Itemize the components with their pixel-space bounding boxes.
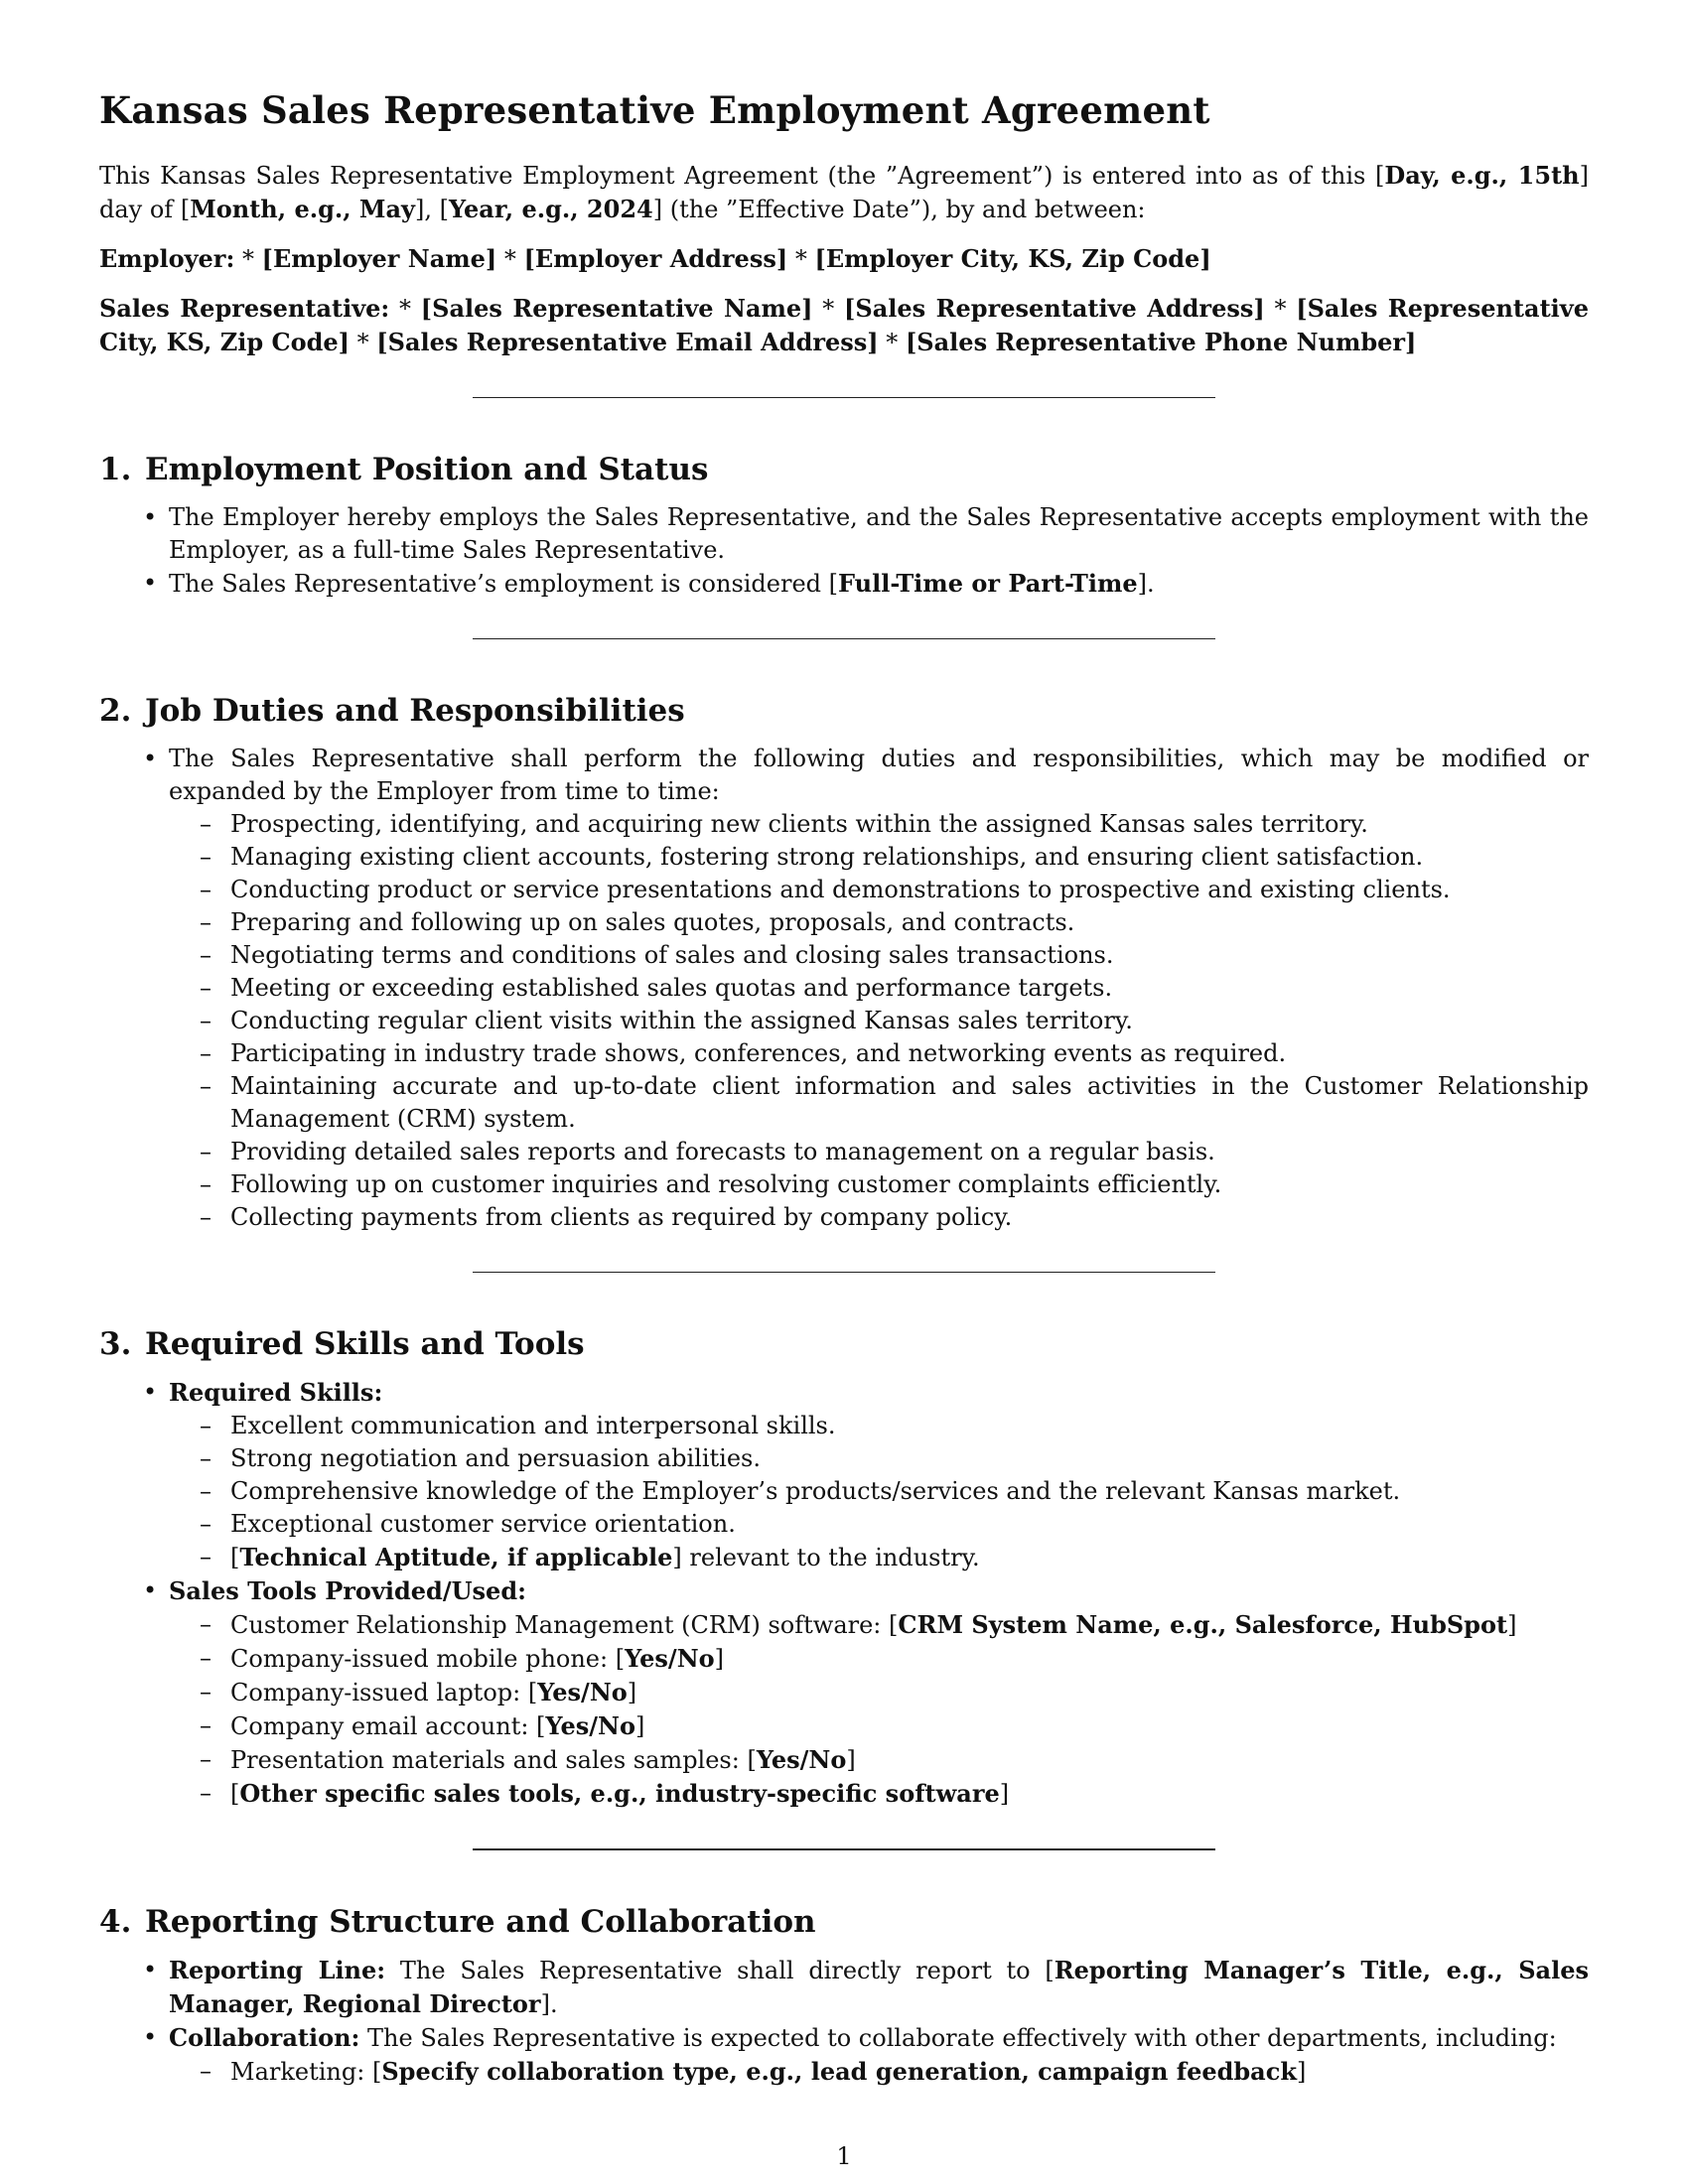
list-item: • The Sales Representative’s employment is considered [Full-Time or Part-Time].: [169, 567, 1589, 601]
rep-email: Sales Representative Email Address: [387, 328, 868, 356]
tools-label: Sales Tools Provided/Used:: [169, 1576, 526, 1605]
skill-item: – Exceptional customer service orientation.: [230, 1508, 1589, 1541]
tools-list: [169, 1608, 1589, 1811]
tool-item: – Presentation materials and sales samples: [Yes/No]: [230, 1743, 1589, 1777]
document-title: Kansas Sales Representative Employment Agreement: [99, 88, 1210, 132]
section-2-heading: 2. Job Duties and Responsibilities: [99, 693, 685, 729]
skill-item: – Comprehensive knowledge of the Employer’s products/services and the relevant Kansas market.: [230, 1475, 1589, 1508]
skill-item: – [Technical Aptitude, if applicable] relevant to the industry.: [230, 1541, 1589, 1574]
duty-item: – Conducting regular client visits within the assigned Kansas sales territory.: [230, 1005, 1589, 1037]
duty-item: – Negotiating terms and conditions of sales and closing sales transactions.: [230, 939, 1589, 972]
status-placeholder: Full-Time or Part-Time: [838, 569, 1138, 598]
page-number: 1: [836, 2142, 852, 2170]
section-divider: [473, 1848, 1215, 1850]
skill-item: – Excellent communication and interpersonal skills.: [230, 1410, 1589, 1442]
month-placeholder: Month, e.g., May: [190, 195, 415, 223]
list-item: • Collaboration: The Sales Representative is expected to collaborate effectively with other departments, including: – Marketing: [Specify collaboration type, e.g., lead generation, campaign feedback]: [169, 2021, 1589, 2089]
rep-block: Sales Representative: * [Sales Representative Name] * [Sales Representative Address] * [Sales Representative City, KS, Zip Code] * [Sales Representative Email Address] * [Sales Representative Phone Number]: [99, 294, 1589, 356]
tech-placeholder: Technical Aptitude, if applicable: [239, 1543, 673, 1571]
day-placeholder: Day, e.g., 15th: [1384, 161, 1580, 190]
duty-item: – Maintaining accurate and up-to-date client information and sales activities in the Customer Relationship Management (CRM) system.: [230, 1070, 1589, 1136]
duty-item: – Conducting product or service presentations and demonstrations to prospective and existing clients.: [230, 874, 1589, 906]
section-1-list: [99, 501, 1589, 601]
section-2-list: [99, 743, 1589, 1234]
other-tools-placeholder: Other specific sales tools, e.g., industry-specific software: [239, 1779, 1000, 1808]
employer-address: Employer Address: [534, 244, 776, 273]
list-item: • The Employer hereby employs the Sales Representative, and the Sales Representative accepts employment with the Employer, as a full-time Sales Representative.: [169, 501, 1589, 567]
skills-list: [169, 1410, 1589, 1574]
list-item: [169, 1574, 1589, 1811]
duty-item: – Following up on customer inquiries and resolving customer complaints efficiently.: [230, 1168, 1589, 1201]
rep-name: Sales Representative Name: [432, 294, 802, 323]
section-3-list: [99, 1376, 1589, 1811]
employer-label: Employer:: [99, 244, 235, 273]
manager-placeholder: Reporting Manager’s Title, e.g., Sales Manager, Regional Director: [169, 1956, 1589, 2018]
skill-item: – Strong negotiation and persuasion abilities.: [230, 1442, 1589, 1475]
employer-city: Employer City, KS, Zip Code: [825, 244, 1200, 273]
duty-item: – Preparing and following up on sales quotes, proposals, and contracts.: [230, 906, 1589, 939]
tool-item: – Company-issued mobile phone: [Yes/No]: [230, 1642, 1589, 1676]
duty-item: – Prospecting, identifying, and acquiring new clients within the assigned Kansas sales territory.: [230, 808, 1589, 841]
collab-item: – Marketing: [Specify collaboration type, e.g., lead generation, campaign feedback]: [230, 2055, 1589, 2089]
tool-item: – Company email account: [Yes/No]: [230, 1709, 1589, 1743]
rep-phone: Sales Representative Phone Number: [916, 328, 1406, 356]
tool-item: – Company-issued laptop: [Yes/No]: [230, 1676, 1589, 1709]
employer-name: Employer Name: [272, 244, 486, 273]
section-divider: [473, 397, 1215, 398]
marketing-placeholder: Specify collaboration type, e.g., lead generation, campaign feedback: [381, 2057, 1297, 2086]
rep-label: Sales Representative:: [99, 294, 390, 323]
year-placeholder: Year, e.g., 2024: [448, 195, 653, 223]
list-item: [169, 1376, 1589, 1574]
section-4-heading: 4. Reporting Structure and Collaboration: [99, 1904, 816, 1940]
list-item: • The Sales Representative shall perform the following duties and responsibilities, which may be modified or expanded by the Employer from time to time: – Prospecting, identifying, and acquiring new clients within the assigned Kansas sales territory. – Managing existing client accounts, fostering strong relationships, and ensuring client satisfaction. – Conducting product or service presentations and demonstrations to prospective and existing clients. – Preparing and following up on sales quotes, proposals, and contracts. – Negotiating terms and conditions of sales and closing sales transactions. – Meeting or exceeding established sales quotas and performance targets. – Conducting regular client visits within the assigned Kansas sales territory. – Participating in industry trade shows, conferences, and networking events as required. – Maintaining accurate and up-to-date client information and sales activities in the Customer Relationship Management (CRM) system. – Providing detailed sales reports and forecasts to management on a regular basis. – Following up on customer inquiries and resolving customer complaints efficiently. – Collecting payments from clients as required by company policy.: [169, 743, 1589, 1234]
duties-list: [169, 808, 1589, 1234]
section-1-heading: 1. Employment Position and Status: [99, 452, 709, 487]
duty-item: – Participating in industry trade shows, conferences, and networking events as required.: [230, 1037, 1589, 1070]
rep-city: Sales Representative City, KS, Zip Code: [99, 294, 1589, 356]
duty-item: – Managing existing client accounts, fostering strong relationships, and ensuring client satisfaction.: [230, 841, 1589, 874]
section-divider: [473, 638, 1215, 639]
document-page: [99, 87, 1589, 2089]
tool-item: – [Other specific sales tools, e.g., industry-specific software]: [230, 1777, 1589, 1811]
collaboration-label: Collaboration:: [169, 2023, 360, 2052]
section-3-heading: 3. Required Skills and Tools: [99, 1326, 585, 1362]
employer-block: Employer: * [Employer Name] * [Employer Address] * [Employer City, KS, Zip Code]: [99, 244, 1211, 273]
duty-item: – Providing detailed sales reports and forecasts to management on a regular basis.: [230, 1136, 1589, 1168]
skills-label: Required Skills:: [169, 1378, 383, 1407]
intro-paragraph: This Kansas Sales Representative Employment Agreement (the ”Agreement”) is entered into as of this [Day, e.g., 15th] day of [Month, e.g., May], [Year, e.g., 2024] (the ”Effective Date”), by and between:: [99, 161, 1589, 223]
duty-item: – Meeting or exceeding established sales quotas and performance targets.: [230, 972, 1589, 1005]
reporting-line-label: Reporting Line:: [169, 1956, 386, 1984]
tool-item: – Customer Relationship Management (CRM) software: [CRM System Name, e.g., Salesforce, HubSpot]: [230, 1608, 1589, 1642]
list-item: • Reporting Line: The Sales Representative shall directly report to [Reporting Manager’s Title, e.g., Sales Manager, Regional Director].: [169, 1954, 1589, 2021]
collaboration-list: [169, 2055, 1589, 2089]
duty-item: – Collecting payments from clients as required by company policy.: [230, 1201, 1589, 1234]
section-divider: [473, 1272, 1215, 1273]
section-4-list: [99, 1954, 1589, 2089]
rep-address: Sales Representative Address: [855, 294, 1254, 323]
